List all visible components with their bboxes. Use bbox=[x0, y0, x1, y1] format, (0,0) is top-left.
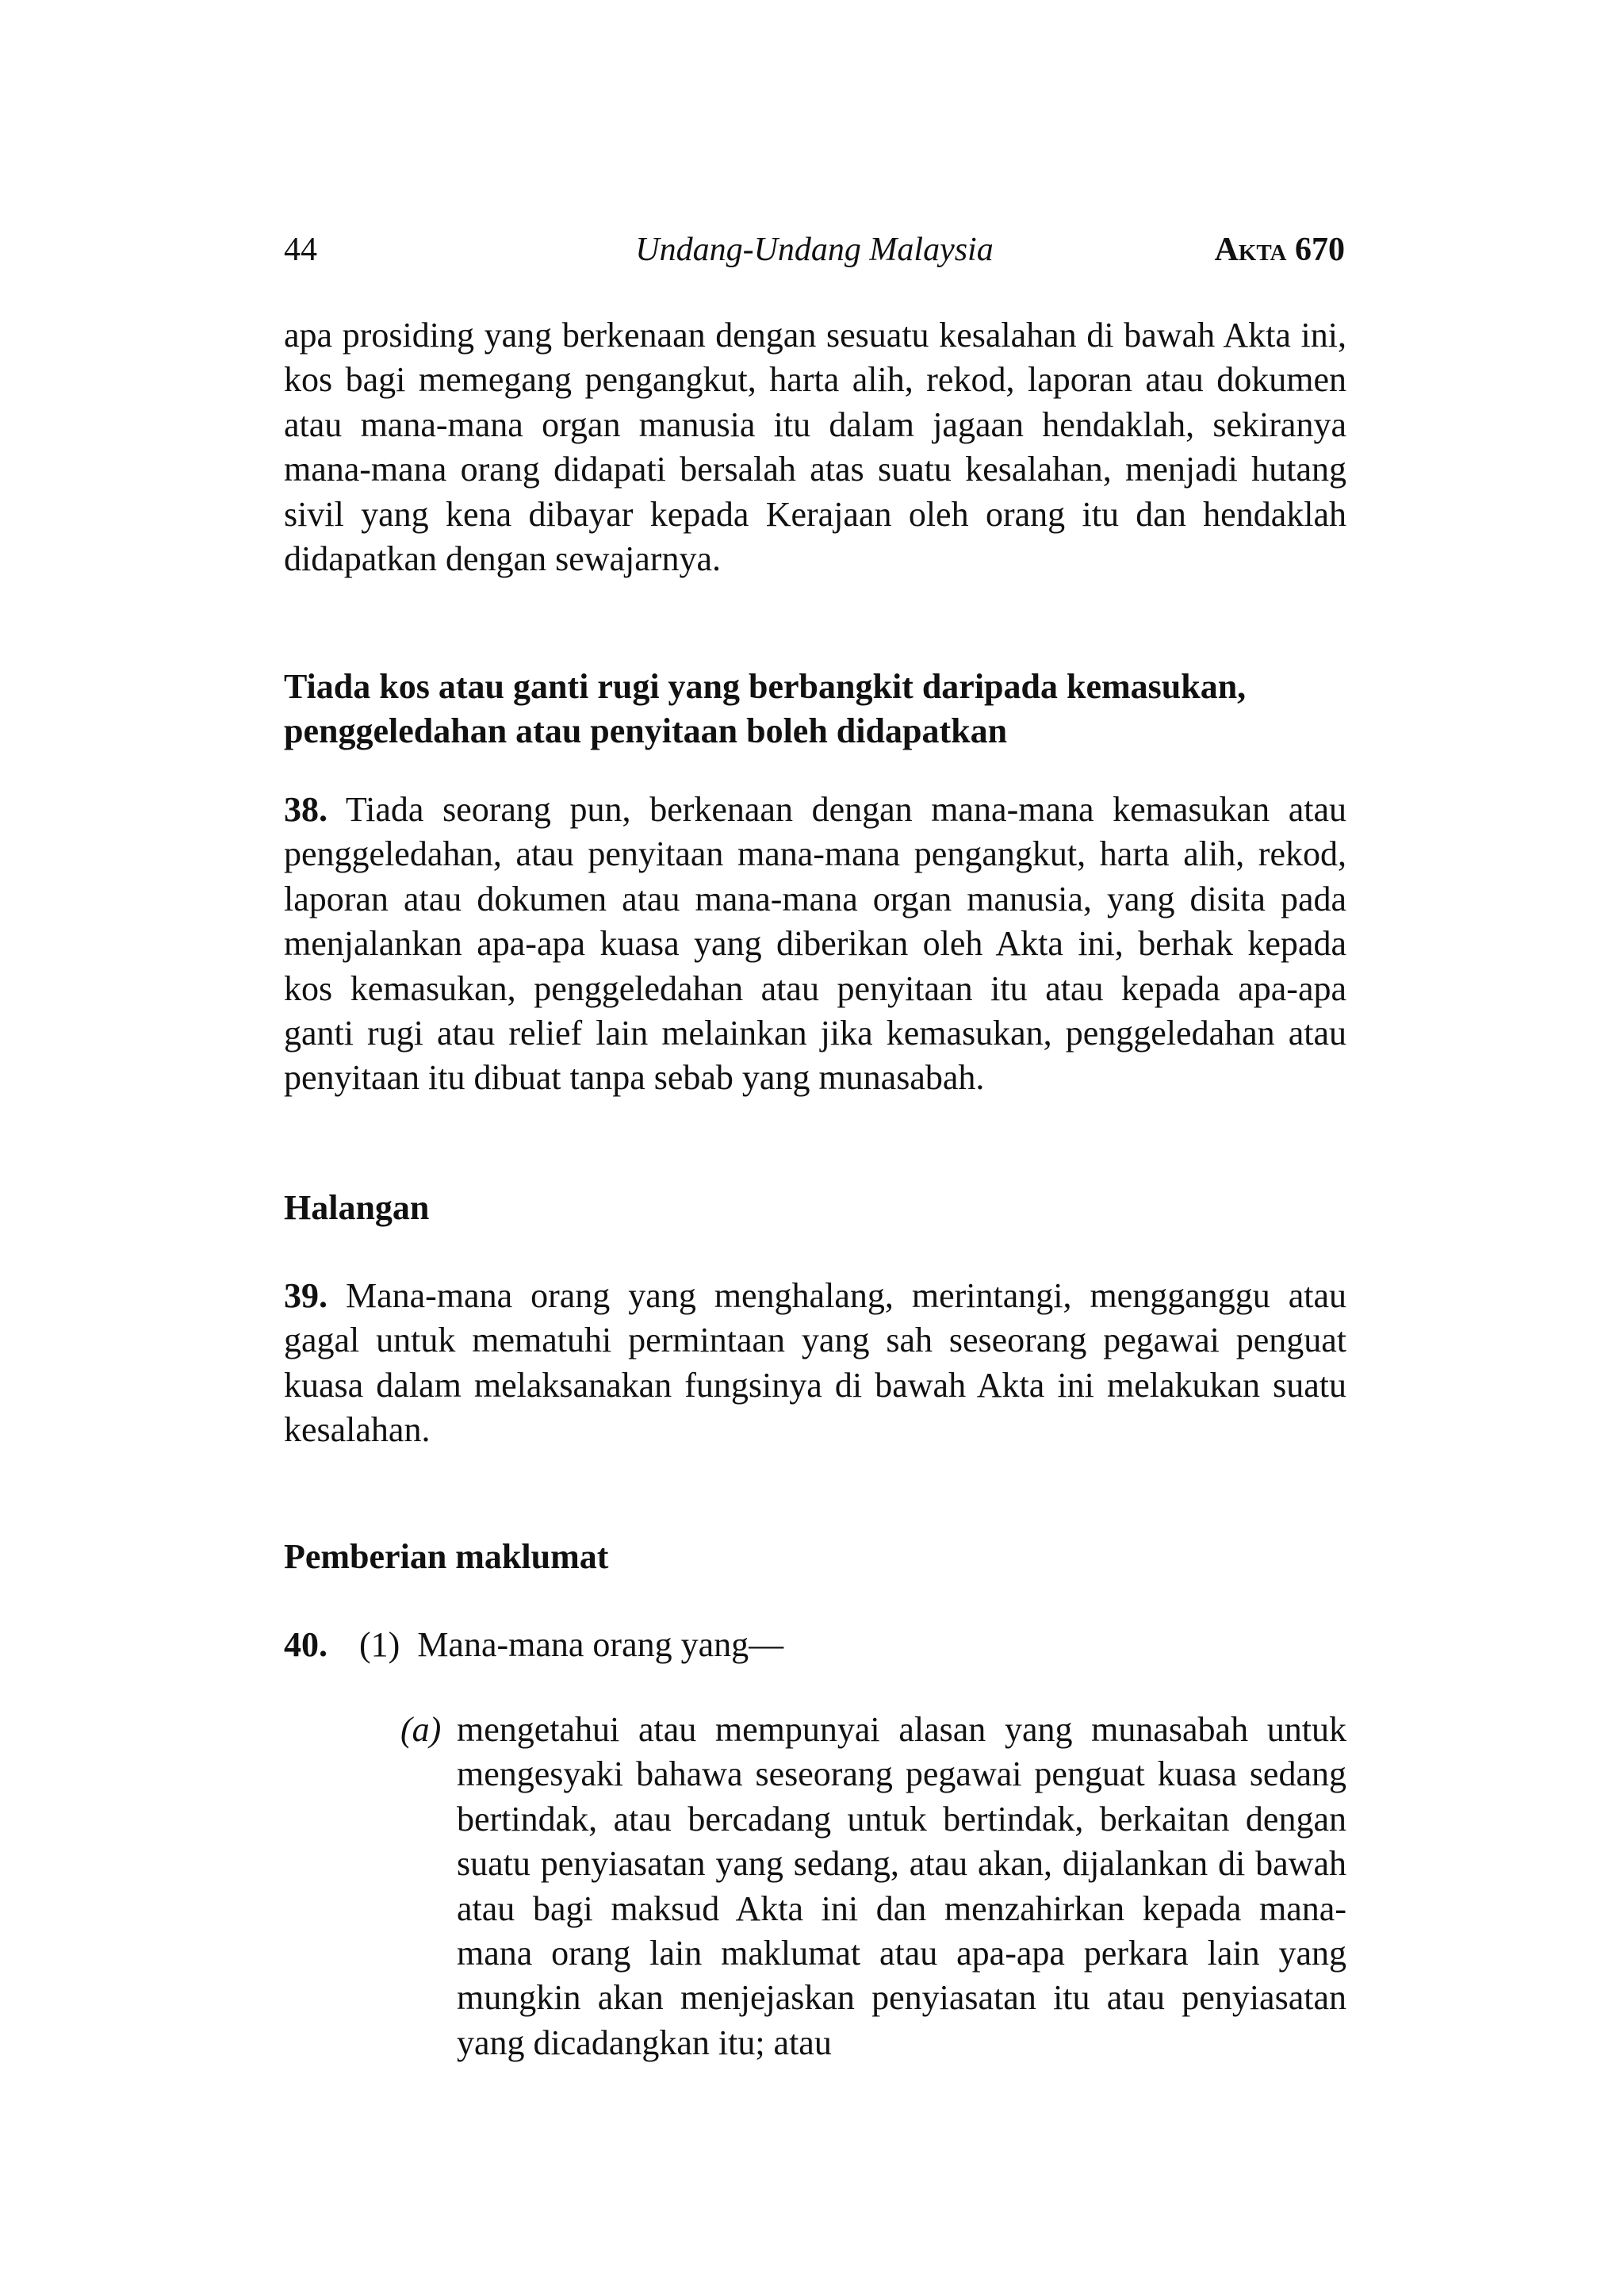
continuation-paragraph: apa prosiding yang berkenaan dengan sesuatu kesalahan di bawah Akta ini, kos bagi memegang pengangkut, harta alih, rekod, laporan atau dokumen atau mana-mana organ manusia itu dalam jagaan hendaklah, sekiranya mana-mana orang didapati bersalah atas suatu kesalahan, menjadi hutang sivil yang kena dibayar kepada Kerajaan oleh orang itu dan hendaklah didapatkan dengan sewajarnya. bbox=[284, 316, 1346, 579]
paragraph-a bbox=[400, 1708, 1346, 2065]
section-39-number: 39. bbox=[284, 1276, 327, 1315]
section-40-number: 40. bbox=[284, 1625, 327, 1664]
section-40-heading: Pemberian maklumat bbox=[284, 1537, 609, 1576]
section-40-intro-text: Mana-mana orang yang— bbox=[417, 1625, 784, 1664]
act-number: Akta 670 bbox=[1214, 232, 1345, 268]
section-39-heading: Halangan bbox=[284, 1188, 430, 1227]
section-38-body bbox=[284, 788, 1346, 1101]
paragraph-a-label: (a) bbox=[400, 1710, 442, 1749]
page-number: 44 bbox=[284, 232, 317, 268]
page-header bbox=[284, 226, 1345, 274]
section-39-text: Mana-mana orang yang menghalang, merintangi, mengganggu atau gagal untuk mematuhi permintaan yang sah seseorang pegawai penguat kuasa dalam melaksanakan fungsinya di bawah Akta ini melakukan suatu kesalahan. bbox=[284, 1276, 1347, 1450]
section-38-heading: Tiada kos atau ganti rugi yang berbangkit daripada kemasukan, penggeledahan atau penyitaan boleh didapatkan bbox=[284, 667, 1247, 750]
section-38-text: Tiada seorang pun, berkenaan dengan mana-mana kemasukan atau penggeledahan, atau penyitaan mana-mana pengangkut, harta alih, rekod, laporan atau dokumen atau mana-mana organ manusia, yang disita pada menjalankan apa-apa kuasa yang diberikan oleh Akta ini, berhak kepada kos kemasukan, penggeledahan atau penyitaan itu atau kepada apa-apa ganti rugi atau relief lain melainkan jika kemasukan, penggeledahan atau penyitaan itu dibuat tanpa sebab yang munasabah. bbox=[284, 790, 1346, 1098]
subsection-label: (1) bbox=[359, 1625, 400, 1664]
section-40-intro bbox=[284, 1623, 1346, 1667]
running-title: Undang-Undang Malaysia bbox=[635, 232, 994, 268]
section-38-number: 38. bbox=[284, 790, 327, 829]
section-39-body bbox=[284, 1274, 1346, 1453]
paragraph-a-text: mengetahui atau mempunyai alasan yang munasabah untuk mengesyaki bahawa seseorang pegawai penguat kuasa sedang bertindak, atau bercadang untuk bertindak, berkaitan dengan suatu penyiasatan yang sedang, atau akan, dijalankan di bawah atau bagi maksud Akta ini dan menzahirkan kepada mana-mana orang lain maklumat atau apa-apa perkara lain yang mungkin akan menjejaskan penyiasatan itu atau penyiasatan yang dicadangkan itu; atau bbox=[457, 1710, 1346, 2062]
